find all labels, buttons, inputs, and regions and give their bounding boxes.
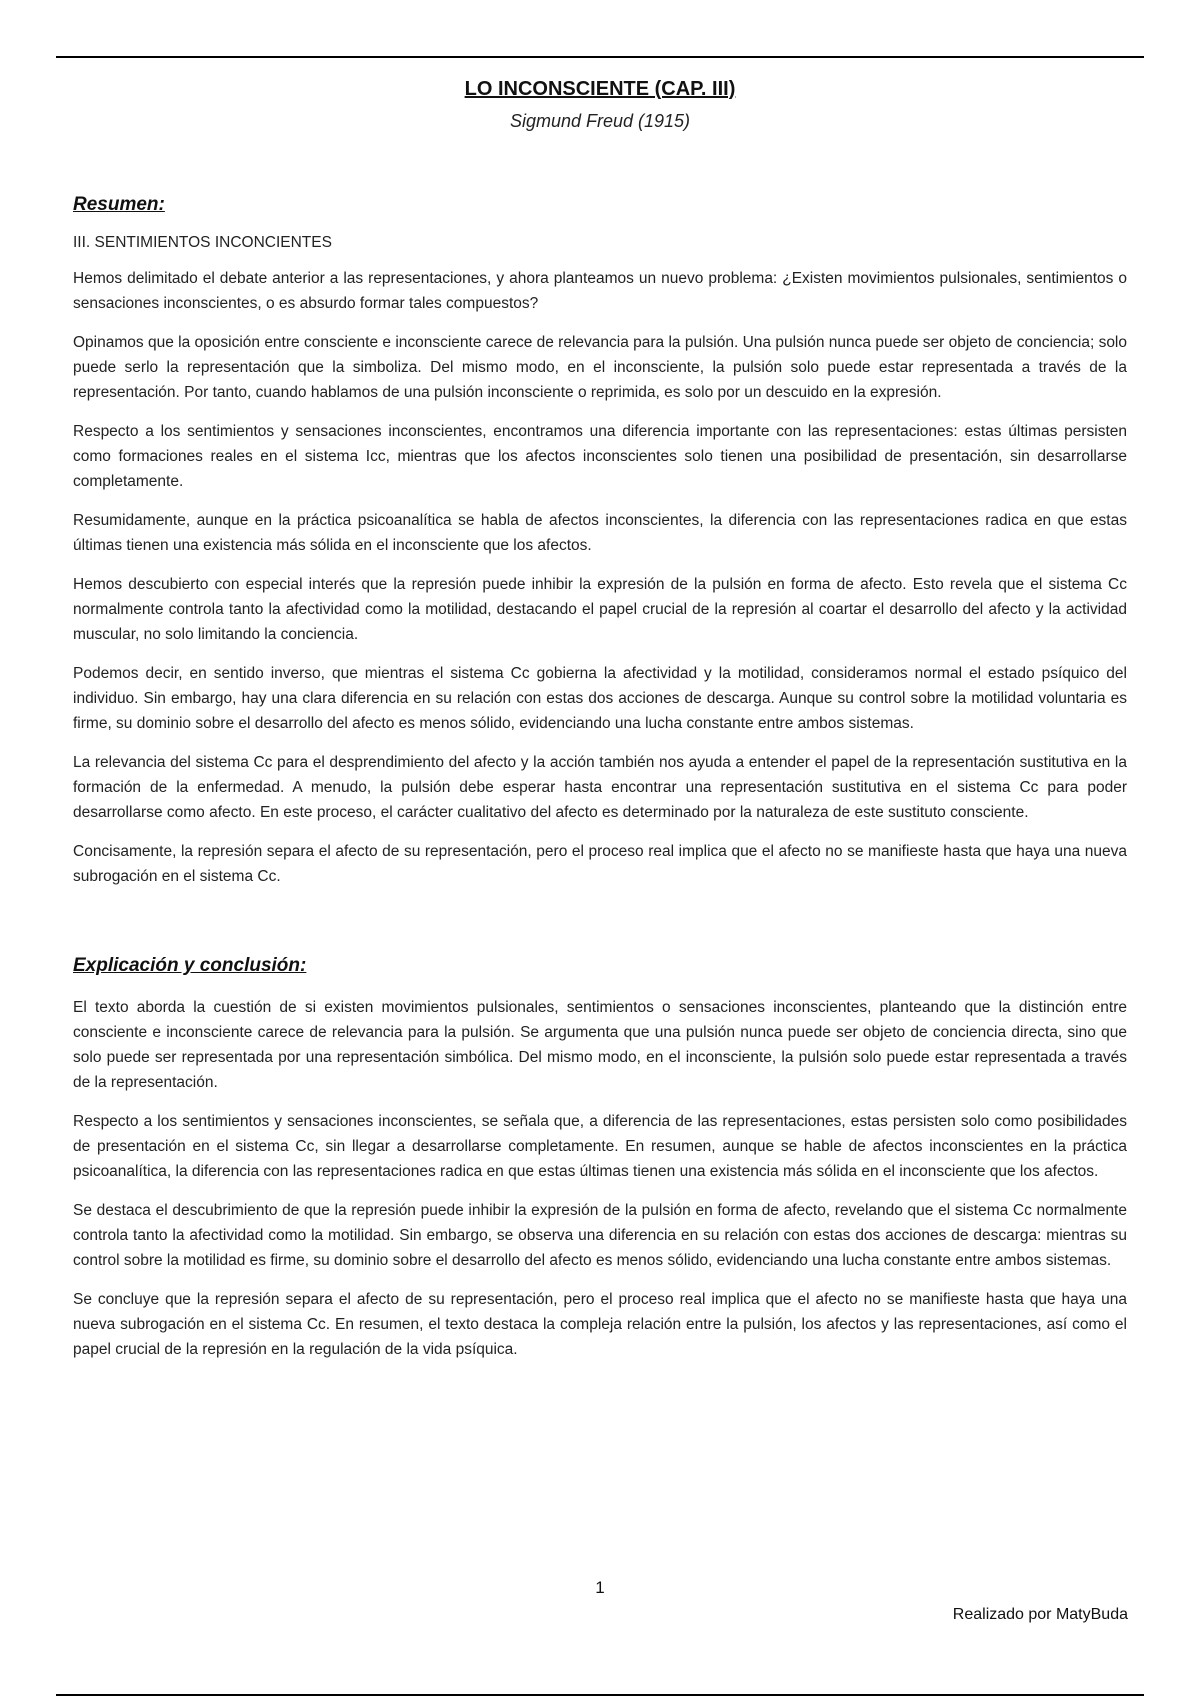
summary-paragraph: Opinamos que la oposición entre consciente e inconsciente carece de relevancia para la pulsión. Una pulsión nunca puede ser objeto de conciencia; solo puede serlo la representación que la simboliza. Del mismo modo, en el inconsciente, la pulsión solo puede estar representada a través de la representación. Por tanto, cuando hablamos de una pulsión inconsciente o reprimida, es solo por un descuido en la expresión. [73,334,1127,401]
document-author: Sigmund Freud (1915) [509,111,691,131]
document-page [73,70,1127,1376]
summary-heading: Resumen: [73,194,165,215]
summary-paragraph: Hemos delimitado el debate anterior a las representaciones, y ahora planteamos un nuevo problema: ¿Existen movimientos pulsionales, sentimientos o sensaciones inconscientes, o es absurdo formar tales compuestos? [73,270,1127,312]
page-number: 1 [595,1578,605,1597]
conclusion-paragraph: Se destaca el descubrimiento de que la represión puede inhibir la expresión de la pulsión en forma de afecto, revelando que el sistema Cc normalmente controla tanto la afectividad como la motilidad. Sin embargo, se observa una diferencia en su relación con estas dos acciones de descarga: mientras su control sobre la motilidad es firme, su dominio sobre el desarrollo del afecto es menos sólido, evidenciando una lucha constante entre ambos sistemas. [73,1202,1127,1269]
conclusion-paragraph: El texto aborda la cuestión de si existen movimientos pulsionales, sentimientos o sensaciones inconscientes, planteando que la distinción entre consciente e inconsciente carece de relevancia para la pulsión. Se argumenta que una pulsión nunca puede ser objeto de conciencia directa, sino que solo puede ser representada por una representación simbólica. Del mismo modo, en el inconsciente, la pulsión solo puede estar representada a través de la representación. [73,999,1127,1091]
summary-paragraph: Concisamente, la represión separa el afecto de su representación, pero el proceso real implica que el afecto no se manifieste hasta que haya una nueva subrogación en el sistema Cc. [73,843,1127,885]
document-title: LO INCONSCIENTE (CAP. III) [464,78,736,100]
conclusion-section [73,955,1127,1362]
conclusion-paragraph: Respecto a los sentimientos y sensaciones inconscientes, se señala que, a diferencia de las representaciones, estas persisten solo como posibilidades de presentación en el sistema Cc, sin llegar a desarrollarse completamente. En resumen, aunque se hable de afectos inconscientes en la práctica psicoanalítica, la diferencia con las representaciones radica en que estas últimas tienen una existencia más sólida en el inconsciente que los afectos. [73,1113,1127,1180]
summary-subheading: III. SENTIMIENTOS INCONCIENTES [73,234,332,251]
section-gap [73,903,1127,955]
summary-paragraph: La relevancia del sistema Cc para el desprendimiento del afecto y la acción también nos ayuda a entender el papel de la representación sustitutiva en la formación de la enfermedad. A menudo, la pulsión debe esperar hasta encontrar una representación sustitutiva en el sistema Cc para poder desarrollarse como afecto. En este proceso, el carácter cualitativo del afecto es determinado por la naturaleza de este sustituto consciente. [73,754,1127,821]
summary-section [73,194,1127,889]
summary-paragraph: Resumidamente, aunque en la práctica psicoanalítica se habla de afectos inconscientes, la diferencia con las representaciones radica en que estas últimas tienen una existencia más sólida en el inconsciente que los afectos. [73,512,1127,554]
summary-paragraph: Podemos decir, en sentido inverso, que mientras el sistema Cc gobierna la afectividad y la motilidad, consideramos normal el estado psíquico del individuo. Sin embargo, hay una clara diferencia en su relación con estas dos acciones de descarga. Aunque su control sobre la motilidad voluntaria es firme, su dominio sobre el desarrollo del afecto es menos sólido, evidenciando una lucha constante entre ambos sistemas. [73,665,1127,732]
conclusion-heading: Explicación y conclusión: [73,955,307,976]
summary-paragraph: Respecto a los sentimientos y sensaciones inconscientes, encontramos una diferencia importante con las representaciones: estas últimas persisten como formaciones reales en el sistema Icc, mientras que los afectos inconscientes solo tienen una posibilidad de presentación, sin desarrollarse completamente. [73,423,1127,490]
summary-paragraph: Hemos descubierto con especial interés que la represión puede inhibir la expresión de la pulsión en forma de afecto. Esto revela que el sistema Cc normalmente controla tanto la afectividad como la motilidad, destacando el papel crucial de la represión al coartar el desarrollo del afecto y la actividad muscular, no solo limitando la conciencia. [73,576,1127,643]
top-rule [56,56,1144,58]
author-credit: Realizado por MatyBuda [952,1606,1128,1623]
conclusion-paragraph: Se concluye que la represión separa el afecto de su representación, pero el proceso real implica que el afecto no se manifieste hasta que haya una nueva subrogación en el sistema Cc. En resumen, el texto destaca la compleja relación entre la pulsión, los afectos y las representaciones, así como el papel crucial de la represión en la regulación de la vida psíquica. [73,1291,1127,1358]
bottom-rule [56,1694,1144,1696]
